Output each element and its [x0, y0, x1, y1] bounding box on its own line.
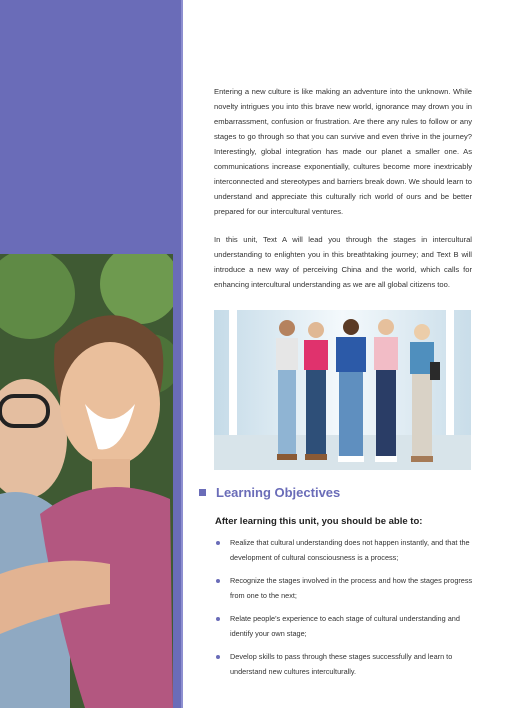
heading-square-icon: [199, 489, 206, 496]
intro-paragraph-1-text: Entering a new culture is like making an adventure into the unknown. While novelty intrigues you into this brave new world, ignorance may drown you in embarrassment, confusion or frustration. Are there any rules to follow or any stages to go through so that you can survive and even thrive in the journey? Interestingly, global integration has made our planet a smaller one. As communications increase exponentially, cultures become more inextricably interconnected and stereotypes and barriers break down. We should learn to understand and appreciate this culturally rich world of ours and be better prepared for our intercultural ventures.: [214, 87, 472, 216]
students-laughing-photo: [0, 254, 173, 708]
list-item-text: Relate people’s experience to each stage of cultural understanding and identify your own stage;: [230, 614, 460, 638]
intro-paragraph-2: [214, 232, 472, 292]
bullet-icon: [216, 655, 220, 659]
learning-objectives-heading: [199, 485, 340, 500]
list-item: [216, 611, 474, 641]
bullet-icon: [216, 579, 220, 583]
list-item-text: Recognize the stages involved in the process and how the stages progress from one to the next;: [230, 576, 473, 600]
list-item-text: Realize that cultural understanding does not happen instantly, and that the development of cultural consciousness is a process;: [230, 538, 470, 562]
column-divider: [181, 0, 183, 708]
list-item: [216, 573, 474, 603]
intro-paragraph-1: [214, 84, 472, 219]
learning-objectives-title: Learning Objectives: [216, 485, 341, 500]
objectives-list: [216, 535, 474, 687]
students-group-photo: [214, 310, 471, 470]
list-item: [216, 649, 474, 679]
intro-paragraph-2-text: In this unit, Text A will lead you through the stages in intercultural understanding to enlighten you in this breathtaking journey; and Text B will introduce a new way of perceiving China and the world, which calls for enhancing intercultural understanding as we are all global citizens too.: [214, 235, 472, 289]
bullet-icon: [216, 617, 220, 621]
list-item-text: Develop skills to pass through these stages successfully and learn to understand new cultures interculturally.: [230, 652, 453, 676]
bullet-icon: [216, 541, 220, 545]
objectives-intro: After learning this unit, you should be able to:: [215, 516, 423, 527]
list-item: [216, 535, 474, 565]
